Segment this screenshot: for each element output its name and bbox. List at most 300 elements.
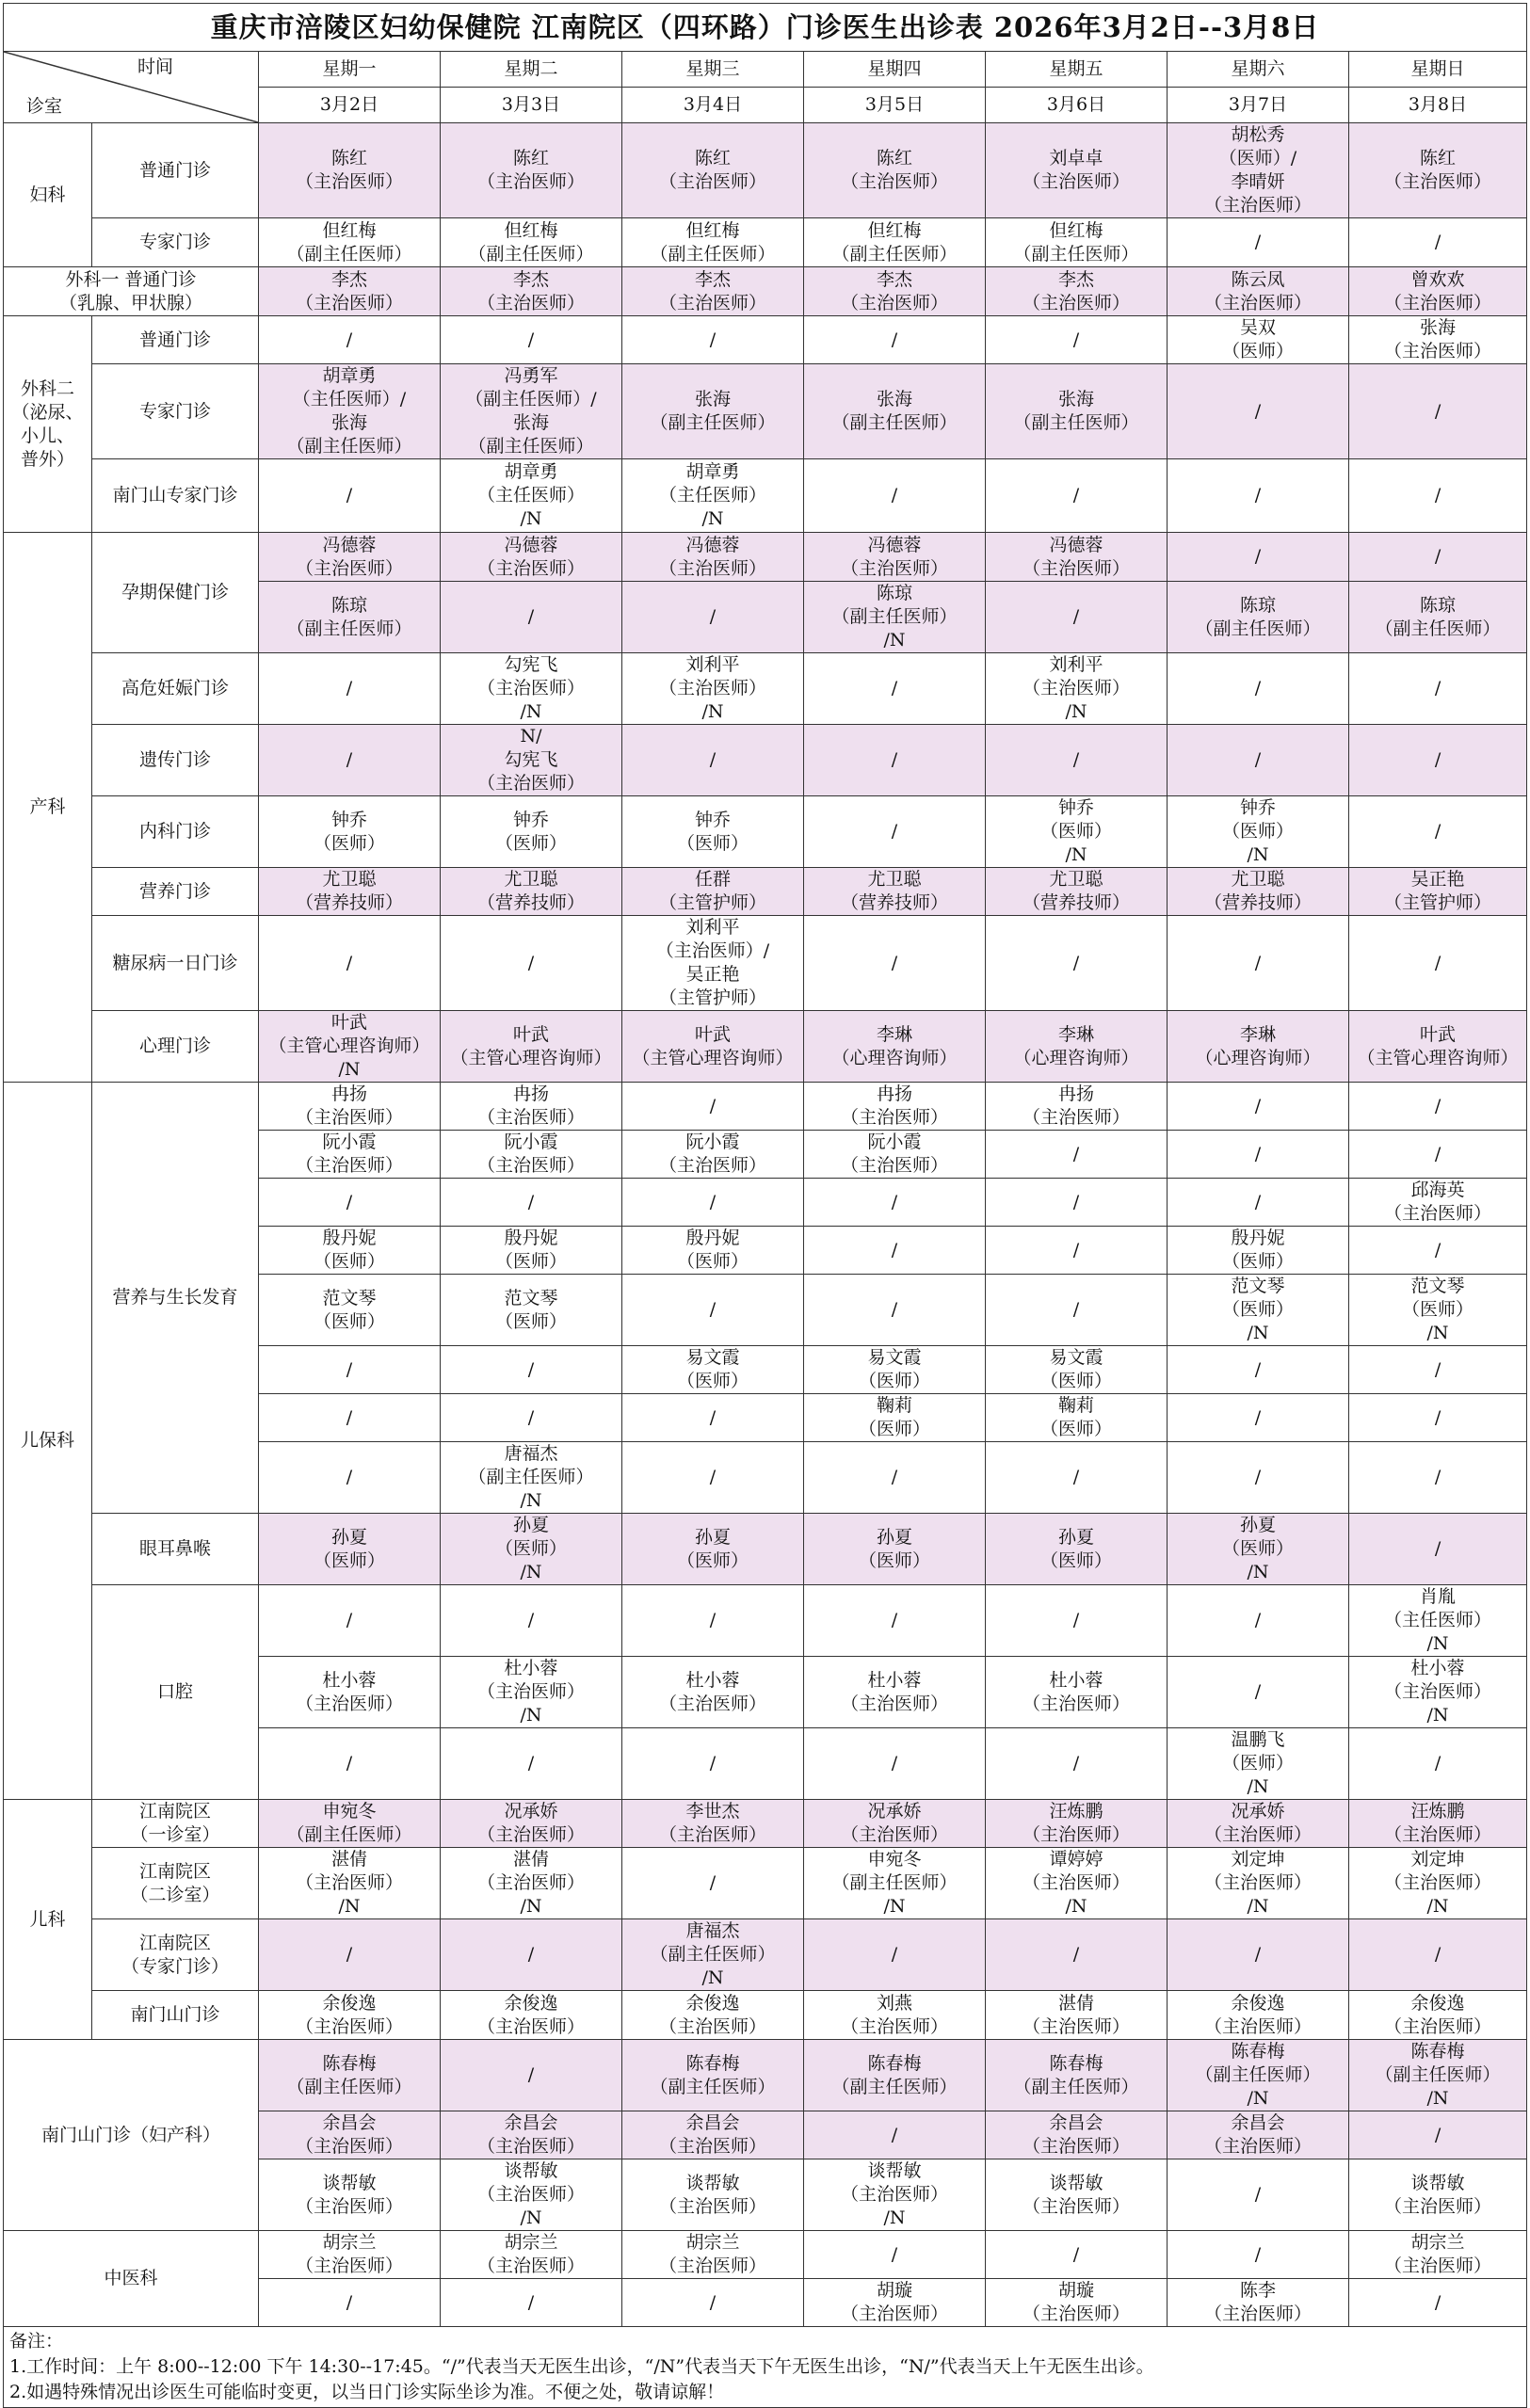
doctor-entry-line: /N [883, 1896, 906, 1917]
doctor-entry-line: （医师） [1221, 821, 1294, 842]
schedule-cell [1349, 2231, 1527, 2279]
clinic-label-line: 江南院区 [138, 1801, 211, 1822]
schedule-cell [622, 2279, 804, 2327]
schedule-cell [1349, 653, 1527, 725]
schedule-cell [622, 123, 804, 218]
schedule-cell [986, 1848, 1168, 1919]
doctor-entry-line: （心理咨询师） [831, 1047, 958, 1068]
doctor-entry-line: 况承娇 [1231, 1801, 1285, 1822]
doctor-entry-line: /N [1426, 1705, 1449, 1726]
schedule-cell [1349, 316, 1527, 364]
schedule-cell [1168, 533, 1349, 582]
schedule-cell [1349, 1919, 1527, 1991]
doctor-entry-line: （营养技师） [295, 892, 403, 913]
doctor-entry-line: / [1254, 232, 1262, 252]
clinic-label [92, 1919, 259, 1991]
schedule-cell [986, 1657, 1168, 1728]
schedule-cell [622, 1011, 804, 1083]
doctor-entry-line: /N [701, 1967, 724, 1988]
schedule-cell [1168, 1848, 1349, 1919]
schedule-cell [986, 1346, 1168, 1394]
schedule-cell [804, 1514, 986, 1585]
doctor-entry-line: 勾宪飞 [504, 749, 558, 770]
doctor-entry-line: （主治医师） [1022, 557, 1130, 579]
doctor-entry-line: 刘定坤 [1231, 1849, 1285, 1870]
schedule-cell [1349, 1800, 1527, 1848]
schedule-cell [622, 868, 804, 916]
doctor-entry-line: （主治医师） [1384, 1824, 1492, 1845]
schedule-cell [1349, 364, 1527, 459]
doctor-entry-line: / [527, 1406, 535, 1428]
clinic-label [92, 1800, 259, 1848]
clinic-label: 内科门诊 [92, 796, 259, 868]
doctor-entry-line: 胡章勇 [322, 365, 377, 386]
notes [4, 2327, 1527, 2408]
schedule-cell [441, 653, 622, 725]
doctor-entry-line: / [891, 952, 898, 973]
doctor-entry-line: / [1072, 1191, 1080, 1212]
schedule-cell [1168, 267, 1349, 316]
schedule-cell [622, 1800, 804, 1848]
doctor-entry-line: / [527, 2291, 535, 2313]
schedule-cell [986, 1919, 1168, 1991]
doctor-entry-line: （副主任医师） [650, 1944, 776, 1965]
doctor-entry-line: 谈帮敏 [867, 2160, 922, 2181]
schedule-cell [1349, 459, 1527, 533]
doctor-entry-line: / [346, 1191, 353, 1212]
department-label-line: （泌尿、 [11, 401, 84, 423]
schedule-cell [1168, 1275, 1349, 1346]
doctor-entry-line: 冉扬 [1057, 1084, 1094, 1104]
doctor-entry-line: /N [701, 701, 724, 722]
doctor-entry-line: / [1072, 1467, 1080, 1487]
doctor-entry-line: （主治医师） [840, 171, 948, 192]
doctor-entry-line: （主治医师） [295, 171, 403, 192]
doctor-entry-line: 余俊逸 [1231, 1992, 1285, 2014]
doctor-entry-line: / [346, 2291, 353, 2313]
schedule-cell [986, 218, 1168, 267]
schedule-cell [259, 868, 441, 916]
doctor-entry-line: （医师） [313, 1549, 385, 1571]
schedule-cell [259, 2159, 441, 2231]
doctor-entry-line: / [1254, 952, 1262, 973]
doctor-entry-line: / [1434, 1239, 1441, 1260]
doctor-entry-line: / [527, 1358, 535, 1380]
doctor-entry-line: 胡章勇 [504, 461, 558, 482]
schedule-cell [1168, 364, 1349, 459]
doctor-entry-line: （副主任医师） [831, 2076, 958, 2097]
doctor-entry-line: / [346, 1753, 353, 1774]
doctor-entry-line: 吴正艳 [685, 964, 740, 985]
doctor-entry-line: / [891, 749, 898, 770]
doctor-entry-line: （主治医师） [1384, 1872, 1492, 1893]
doctor-entry-line: （主任医师） [476, 485, 585, 506]
doctor-entry-line: / [1254, 485, 1262, 506]
doctor-entry-line: / [891, 821, 898, 842]
doctor-entry-line: 杜小蓉 [322, 1669, 377, 1691]
doctor-entry-line: / [891, 329, 898, 350]
clinic-label: 高危妊娠门诊 [92, 653, 259, 725]
doctor-entry-line: 刘利平 [685, 654, 740, 675]
doctor-entry-line: / [1254, 1406, 1262, 1428]
weekday-header: 星期二 [441, 52, 622, 88]
doctor-entry-line: 李杰 [330, 268, 367, 290]
doctor-entry-line: 钟乔 [330, 809, 367, 830]
schedule-cell [1349, 1011, 1527, 1083]
schedule-cell [259, 1991, 441, 2040]
weekday-header: 星期三 [622, 52, 804, 88]
schedule-cell [441, 1394, 622, 1442]
doctor-entry-line: /N [1247, 2088, 1269, 2109]
doctor-entry-line: / [709, 2291, 717, 2313]
schedule-cell [622, 364, 804, 459]
schedule-cell [1349, 2040, 1527, 2111]
doctor-entry-line: （主治医师） [1203, 1824, 1312, 1845]
doctor-entry-line: （副主任医师） [286, 1824, 412, 1845]
table-row [4, 316, 1527, 364]
doctor-entry-line: /N [1426, 1323, 1449, 1343]
doctor-entry-line: 陈春梅 [1231, 2041, 1285, 2062]
table-row [4, 2231, 1527, 2279]
notes-line-1: 1.工作时间：上午 8:00--12:00 下午 14:30--17:45。“/”代表当天无医生出诊，“/N”代表当天下午无医生出诊，“N/”代表当天上午无医生出诊。 [9, 2356, 1154, 2377]
department-label: 儿科 [4, 1800, 92, 2040]
doctor-entry-line: 冯德蓉 [504, 534, 558, 555]
schedule-cell [1349, 267, 1527, 316]
doctor-entry-line: 阮小霞 [867, 1132, 922, 1152]
date-header: 3月5日 [804, 88, 986, 123]
schedule-cell [441, 459, 622, 533]
schedule-cell [441, 2279, 622, 2327]
doctor-entry-line: （主治医师） [295, 2136, 403, 2157]
clinic-label: 南门山专家门诊 [92, 459, 259, 533]
doctor-entry-line: / [1072, 606, 1080, 627]
schedule-cell [622, 582, 804, 653]
doctor-entry-line: 陈红 [694, 148, 731, 169]
doctor-entry-line: / [1434, 2124, 1441, 2145]
doctor-entry-line: （营养技师） [1203, 892, 1312, 913]
doctor-entry-line: / [891, 1239, 898, 1260]
doctor-entry-line: （主治医师） [658, 2136, 766, 2157]
table-row [4, 1919, 1527, 1991]
doctor-entry-line: 张海 [876, 389, 912, 409]
notes-heading: 备注： [9, 2331, 64, 2352]
department-label: 产科 [4, 533, 92, 1083]
doctor-entry-line: （医师） [494, 1251, 567, 1272]
doctor-entry-line: 张海 [694, 389, 731, 409]
doctor-entry-line: （主治医师） [840, 292, 948, 313]
doctor-entry-line: 孙夏 [330, 1526, 367, 1548]
schedule-cell [986, 2111, 1168, 2159]
schedule-cell [259, 533, 441, 582]
clinic-label: 孕期保健门诊 [92, 533, 259, 653]
doctor-entry-line: （副主任医师） [468, 1467, 594, 1487]
doctor-entry-line: /N [338, 1059, 361, 1080]
doctor-entry-line: /N [520, 1896, 542, 1917]
schedule-cell [259, 1011, 441, 1083]
doctor-entry-line: （副主任医师） [1195, 618, 1321, 639]
clinic-label: 普通门诊 [92, 316, 259, 364]
doctor-entry-line: / [1434, 2291, 1441, 2313]
schedule-cell [259, 796, 441, 868]
department-label-line: 小儿、 [20, 425, 74, 446]
schedule-cell [622, 1346, 804, 1394]
doctor-entry-line: / [709, 329, 717, 350]
doctor-entry-line: （主治医师） [1022, 171, 1130, 192]
schedule-cell [441, 2040, 622, 2111]
schedule-cell [804, 1919, 986, 1991]
department-label-line: 外科一 普通门诊 [65, 268, 197, 290]
schedule-cell [1168, 459, 1349, 533]
doctor-entry-line: 勾宪飞 [504, 654, 558, 675]
doctor-entry-line: （主治医师） [476, 1681, 585, 1702]
schedule-cell [622, 1657, 804, 1728]
doctor-entry-line: （副主任医师） [1013, 412, 1139, 433]
doctor-entry-line: （主治医师） [476, 2015, 585, 2037]
doctor-entry-line: （主治医师） [840, 1824, 948, 1845]
schedule-cell [986, 1442, 1168, 1514]
doctor-entry-line: （主治医师） [658, 1155, 766, 1176]
doctor-entry-line: 吴双 [1239, 317, 1276, 338]
doctor-entry-line: / [1072, 952, 1080, 973]
doctor-entry-line: （主治医师） [840, 2015, 948, 2037]
doctor-entry-line: 胡章勇 [685, 461, 740, 482]
schedule-cell [1168, 868, 1349, 916]
doctor-entry-line: / [1434, 1143, 1441, 1164]
schedule-cell [804, 1394, 986, 1442]
doctor-entry-line: （主治医师） [658, 557, 766, 579]
schedule-cell [1168, 2111, 1349, 2159]
schedule-cell [986, 653, 1168, 725]
schedule-cell [622, 1991, 804, 2040]
clinic-label: 营养与生长发育 [92, 1083, 259, 1514]
doctor-entry-line: （医师） [1221, 1251, 1294, 1272]
schedule-cell [1349, 533, 1527, 582]
doctor-entry-line: 尤卫聪 [504, 869, 558, 890]
time-label: 时间 [137, 56, 173, 77]
doctor-entry-line: / [891, 1610, 898, 1630]
schedule-cell [1168, 1991, 1349, 2040]
schedule-cell [986, 1011, 1168, 1083]
schedule-cell [804, 1275, 986, 1346]
doctor-entry-line: /N [1065, 844, 1087, 865]
doctor-entry-line: 鞠莉 [1057, 1395, 1094, 1416]
schedule-cell [986, 796, 1168, 868]
schedule-cell [1168, 582, 1349, 653]
doctor-entry-line: 湛倩 [512, 1849, 549, 1870]
schedule-cell [804, 868, 986, 916]
schedule-cell [441, 1514, 622, 1585]
doctor-entry-line: / [709, 749, 717, 770]
schedule-cell [441, 1800, 622, 1848]
schedule-cell [986, 2040, 1168, 2111]
doctor-entry-line: （主治医师） [1022, 2136, 1130, 2157]
schedule-cell [259, 1394, 441, 1442]
department-label-line: 普外） [20, 448, 74, 470]
doctor-entry-line: 陈琼 [1239, 594, 1276, 616]
doctor-entry-line: （主治医师） [658, 2195, 766, 2217]
doctor-entry-line: 殷丹妮 [322, 1228, 377, 1248]
doctor-entry-line: （主管心理咨询师） [268, 1035, 430, 1056]
doctor-entry-line: （主治医师） [1384, 1681, 1492, 1702]
doctor-entry-line: / [527, 1753, 535, 1774]
schedule-cell [1168, 1179, 1349, 1227]
doctor-entry-line: 张海 [1420, 317, 1457, 338]
schedule-cell [622, 1131, 804, 1179]
doctor-entry-line: 陈红 [330, 148, 367, 169]
schedule-cell [441, 364, 622, 459]
doctor-entry-line: （副主任医师）/ [465, 389, 597, 409]
table-row [4, 1514, 1527, 1585]
schedule-cell [804, 218, 986, 267]
doctor-entry-line: 胡宗兰 [685, 2232, 740, 2253]
doctor-entry-line: （主治医师） [295, 1107, 403, 1128]
doctor-entry-line: 胡璇 [1057, 2280, 1094, 2301]
schedule-cell [259, 1227, 441, 1275]
doctor-entry-line: （营养技师） [476, 892, 585, 913]
doctor-entry-line: 冉扬 [876, 1084, 912, 1104]
doctor-entry-line: / [1254, 1143, 1262, 1164]
doctor-entry-line: / [891, 1191, 898, 1212]
doctor-entry-line: （心理咨询师） [1195, 1047, 1321, 1068]
schedule-cell [441, 1991, 622, 2040]
schedule-cell [259, 653, 441, 725]
doctor-entry-line: （主管心理咨询师） [1357, 1047, 1519, 1068]
schedule-cell [441, 1131, 622, 1179]
schedule-cell [441, 316, 622, 364]
schedule-cell [804, 1346, 986, 1394]
schedule-cell [986, 1227, 1168, 1275]
date-header: 3月6日 [986, 88, 1168, 123]
doctor-entry-line: （主治医师） [1022, 2304, 1130, 2324]
doctor-entry-line: 张海 [330, 412, 367, 433]
schedule-cell [259, 1083, 441, 1131]
schedule-cell [259, 267, 441, 316]
doctor-entry-line: 陈李 [1239, 2280, 1276, 2301]
doctor-entry-line: （医师） [676, 1549, 749, 1571]
doctor-entry-line: / [1072, 1299, 1080, 1320]
doctor-entry-line: 阮小霞 [322, 1132, 377, 1152]
doctor-entry-line: / [1254, 1095, 1262, 1116]
doctor-entry-line: 胡宗兰 [322, 2232, 377, 2253]
doctor-entry-line: 杜小蓉 [685, 1669, 740, 1691]
schedule-cell [622, 267, 804, 316]
schedule-cell [259, 1275, 441, 1346]
schedule-cell [986, 533, 1168, 582]
schedule-cell [622, 2159, 804, 2231]
doctor-entry-line: /N [520, 1490, 542, 1511]
doctor-entry-line: /N [701, 508, 724, 529]
doctor-entry-line: 温鹏飞 [1231, 1729, 1285, 1750]
doctor-entry-line: （医师） [494, 832, 567, 854]
schedule-cell [804, 653, 986, 725]
department-label-line: （乳腺、甲状腺） [58, 292, 202, 313]
schedule-cell [804, 316, 986, 364]
schedule-cell [259, 1179, 441, 1227]
doctor-entry-line: 吴正艳 [1410, 869, 1465, 890]
schedule-cell [259, 1657, 441, 1728]
doctor-entry-line: （主管护师） [658, 987, 766, 1008]
doctor-entry-line: /N [1247, 1562, 1269, 1582]
schedule-cell [1168, 653, 1349, 725]
doctor-entry-line: （主治医师） [1022, 678, 1130, 698]
schedule-cell [1168, 123, 1349, 218]
doctor-entry-line: （主治医师） [476, 2136, 585, 2157]
schedule-cell [441, 1442, 622, 1514]
schedule-cell [1168, 218, 1349, 267]
doctor-entry-line: （副主任医师） [1013, 2076, 1139, 2097]
doctor-entry-line: （副主任医师） [831, 1872, 958, 1893]
clinic-label-line: （专家门诊） [121, 1955, 229, 1977]
doctor-entry-line: / [346, 678, 353, 698]
schedule-cell [1168, 1394, 1349, 1442]
schedule-cell [804, 1442, 986, 1514]
doctor-entry-line: 余俊逸 [1410, 1992, 1465, 2014]
doctor-entry-line: 易文霞 [685, 1347, 740, 1368]
doctor-entry-line: 申宛冬 [322, 1801, 377, 1822]
doctor-entry-line: 叶武 [1420, 1023, 1457, 1045]
doctor-entry-line: 李杰 [694, 268, 731, 290]
doctor-entry-line: /N [520, 508, 542, 529]
schedule-cell [1349, 868, 1527, 916]
doctor-entry-line: / [709, 1467, 717, 1487]
schedule-cell [259, 218, 441, 267]
schedule-cell [441, 1275, 622, 1346]
table-row [4, 653, 1527, 725]
doctor-entry-line: / [709, 1191, 717, 1212]
doctor-entry-line: 胡宗兰 [504, 2232, 558, 2253]
doctor-entry-line: 况承娇 [504, 1801, 558, 1822]
doctor-entry-line: （主治医师） [1384, 171, 1492, 192]
schedule-cell [259, 459, 441, 533]
schedule-cell [1168, 1728, 1349, 1800]
doctor-entry-line: / [346, 1467, 353, 1487]
schedule-cell [441, 582, 622, 653]
doctor-entry-line: （医师） [676, 832, 749, 854]
doctor-entry-line: 刘定坤 [1410, 1849, 1465, 1870]
doctor-entry-line: / [891, 2243, 898, 2265]
doctor-entry-line: 肖胤 [1420, 1586, 1457, 1607]
schedule-cell [804, 1848, 986, 1919]
doctor-entry-line: 钟乔 [1057, 797, 1094, 818]
schedule-cell [1349, 218, 1527, 267]
doctor-entry-line: （主治医师） [476, 1155, 585, 1176]
schedule-cell [622, 533, 804, 582]
doctor-entry-line: （副主任医师） [650, 412, 776, 433]
doctor-entry-line: （主治医师） [476, 2255, 585, 2276]
doctor-entry-line: （主治医师） [1022, 1824, 1130, 1845]
schedule-cell [1168, 725, 1349, 796]
doctor-entry-line: / [527, 329, 535, 350]
schedule-cell [259, 2111, 441, 2159]
schedule-cell [804, 2279, 986, 2327]
schedule-cell [622, 1848, 804, 1919]
doctor-entry-line: 陈春梅 [1410, 2041, 1465, 2062]
doctor-entry-line: / [891, 1299, 898, 1320]
doctor-entry-line: / [1434, 952, 1441, 973]
doctor-entry-line: 刘燕 [876, 1992, 912, 2014]
doctor-entry-line: 钟乔 [1239, 797, 1276, 818]
doctor-entry-line: 杜小蓉 [1410, 1658, 1465, 1678]
doctor-entry-line: 陈红 [512, 148, 549, 169]
doctor-entry-line: （医师） [1221, 1753, 1294, 1774]
schedule-cell [622, 1179, 804, 1227]
doctor-entry-line: 冯德蓉 [685, 534, 740, 555]
doctor-entry-line: （主治医师） [658, 1824, 766, 1845]
date-header: 3月2日 [259, 88, 441, 123]
schedule-cell [441, 1585, 622, 1657]
doctor-entry-line: 但红梅 [1049, 219, 1103, 241]
doctor-entry-line: / [891, 678, 898, 698]
